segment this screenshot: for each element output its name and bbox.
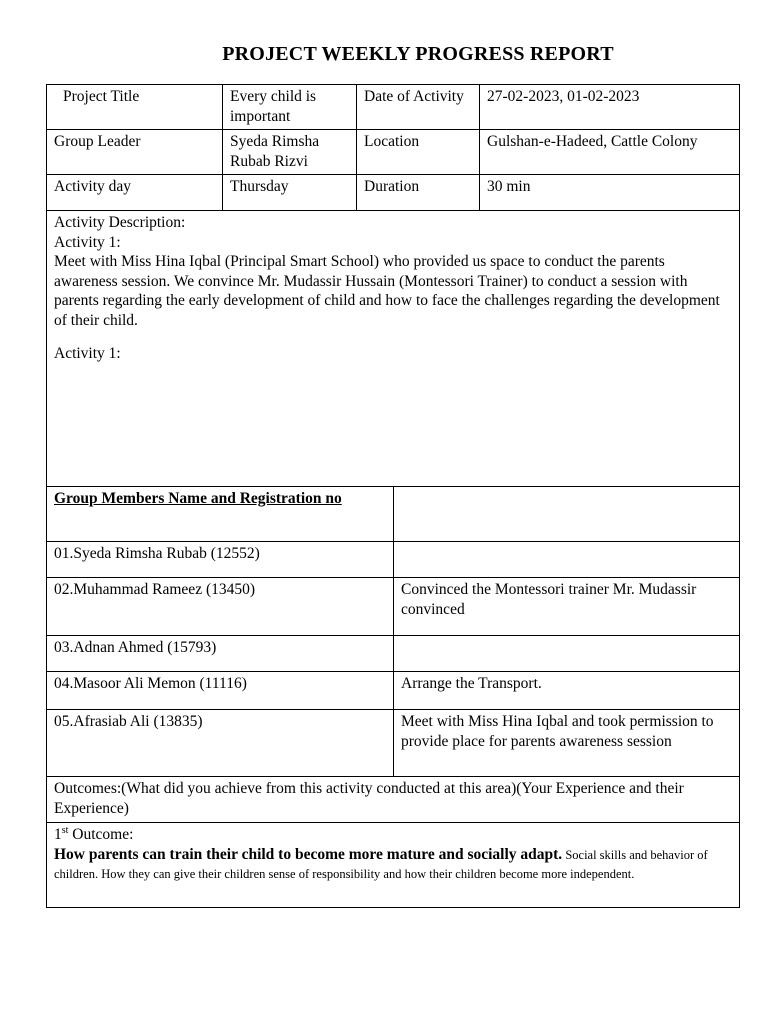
location-label: Location (357, 130, 480, 175)
report-table (46, 84, 740, 908)
first-outcome-number: 1 (54, 826, 62, 843)
members-header-row (47, 487, 740, 542)
activity-1-text: Meet with Miss Hina Iqbal (Principal Smart School) who provided us space to conduct the parents awareness session. We convince Mr. Mudassir Hussain (Montessori Trainer) to conduct a session with parents regarding the early development of child and how to face the challenges regarding the development of their child. (54, 253, 720, 329)
activity-day-row (47, 175, 740, 211)
location-value: Gulshan-e-Hadeed, Cattle Colony (480, 130, 740, 175)
duration-value: 30 min (480, 175, 740, 211)
outcomes-header-row (47, 777, 740, 823)
activity-description-heading: Activity Description: (54, 214, 186, 231)
date-label: Date of Activity (357, 85, 480, 130)
first-outcome-statement: How parents can train their child to become more mature and socially adapt. (54, 845, 563, 863)
members-header-empty (394, 487, 740, 542)
group-leader-label: Group Leader (47, 130, 223, 175)
project-title-value: Every child is important (223, 85, 357, 130)
members-header: Group Members Name and Registration no (47, 487, 394, 542)
member-task: Arrange the Transport. (394, 672, 740, 710)
date-value: 27-02-2023, 01-02-2023 (480, 85, 740, 130)
member-task (394, 542, 740, 578)
table-row (47, 636, 740, 672)
first-outcome-body (54, 845, 732, 884)
activity-day-value: Thursday (223, 175, 357, 211)
table-row (47, 542, 740, 578)
member-name: 02.Muhammad Rameez (13450) (47, 578, 394, 636)
activity-description-cell (47, 211, 740, 487)
first-outcome-detail: Social skills and behavior of children. How they can give their children sense of responsibility and how their children become more independent. (54, 847, 708, 881)
first-outcome-ordinal: st (61, 824, 69, 836)
table-row (47, 672, 740, 710)
first-outcome-row (47, 823, 740, 908)
first-outcome-cell (47, 823, 740, 908)
activity-2-label: Activity 1: (54, 345, 121, 362)
project-title-label: Project Title (47, 85, 223, 130)
member-task (394, 636, 740, 672)
project-title-row (47, 85, 740, 130)
member-name: 04.Masoor Ali Memon (11116) (47, 672, 394, 710)
duration-label: Duration (357, 175, 480, 211)
member-name: 03.Adnan Ahmed (15793) (47, 636, 394, 672)
activity-day-label: Activity day (47, 175, 223, 211)
activity-description-row (47, 211, 740, 487)
member-task: Convinced the Montessori trainer Mr. Mudassir convinced (394, 578, 740, 636)
member-task: Meet with Miss Hina Iqbal and took permission to provide place for parents awareness session (394, 710, 740, 777)
group-leader-row (47, 130, 740, 175)
member-name: 05.Afrasiab Ali (13835) (47, 710, 394, 777)
table-row (47, 578, 740, 636)
table-row (47, 710, 740, 777)
first-outcome-label: Outcome: (68, 826, 134, 843)
first-outcome-heading (54, 825, 732, 845)
group-leader-value: Syeda Rimsha Rubab Rizvi (223, 130, 357, 175)
outcomes-header: Outcomes:(What did you achieve from this activity conducted at this area)(Your Experience and their Experience) (47, 777, 740, 823)
activity-1-label: Activity 1: (54, 233, 121, 251)
member-name: 01.Syeda Rimsha Rubab (12552) (47, 542, 394, 578)
report-title: PROJECT WEEKLY PROGRESS REPORT (222, 43, 614, 65)
